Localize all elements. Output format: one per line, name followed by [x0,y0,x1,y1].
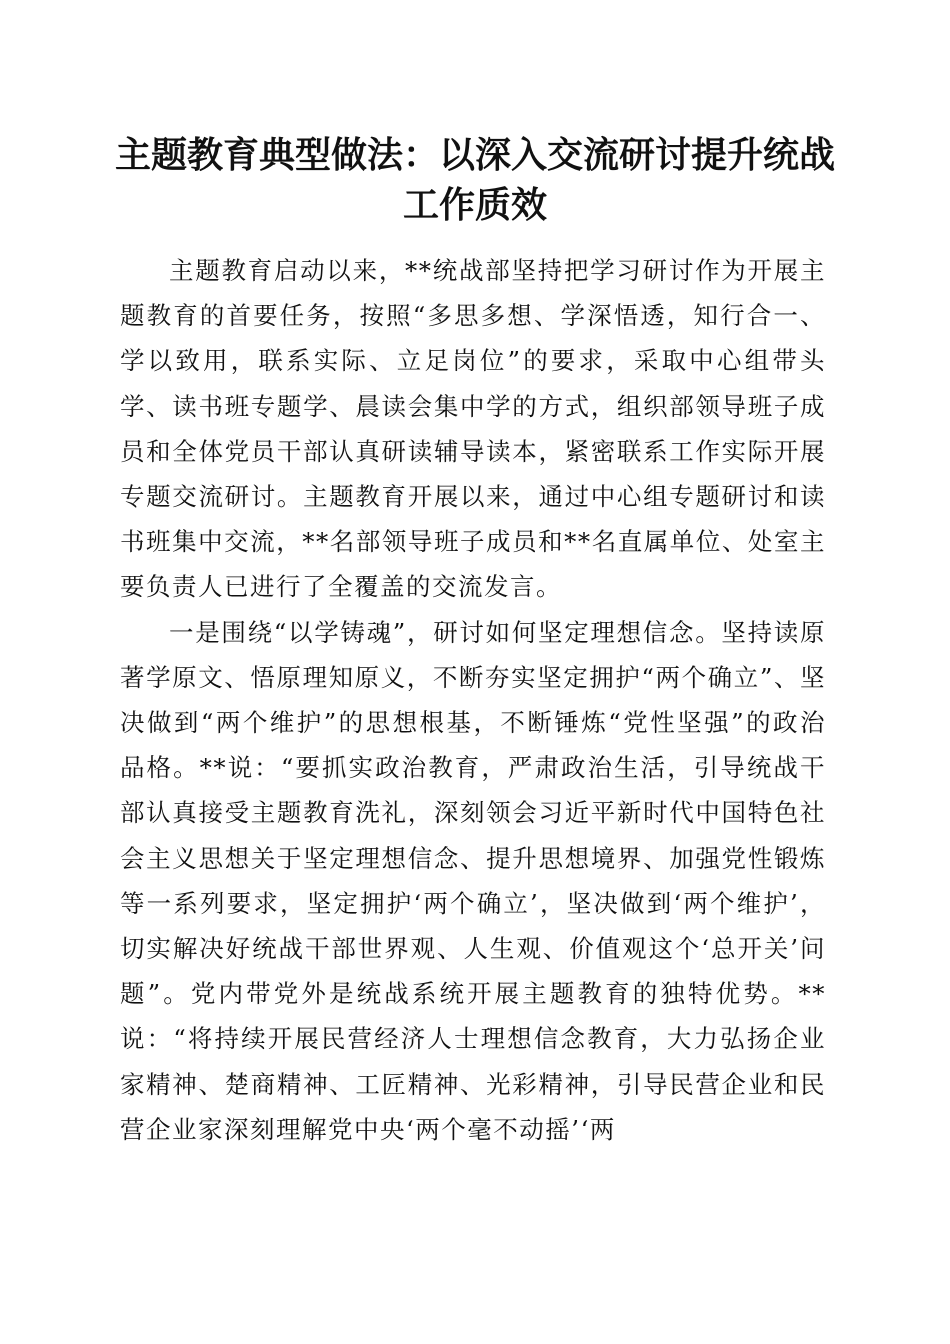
paragraph-point-one: 一是围绕“以学铸魂”，研讨如何坚定理想信念。坚持读原著学原文、悟原理知原义，不断夯实坚定拥护“两个确立”、坚决做到“两个维护”的思想根基，不断锤炼“党性坚强”的政治品格。**说：“要抓实政治教育，严肃政治生活，引导统战干部认真接受主题教育洗礼，深刻领会习近平新时代中国特色社会主义思想关于坚定理想信念、提升思想境界、加强党性锻炼等一系列要求，坚定拥护‘两个确立’，坚决做到‘两个维护’，切实解决好统战干部世界观、人生观、价值观这个‘总开关’问题”。党内带党外是统战系统开展主题教育的独特优势。**说：“将持续开展民营经济人士理想信念教育，大力弘扬企业家精神、楚商精神、工匠精神、光彩精神，引导民营企业和民营企业家深刻理解党中央‘两个毫不动摇’‘两 [120,617,826,1144]
paragraph-intro: 主题教育启动以来，**统战部坚持把学习研讨作为开展主题教育的首要任务，按照“多思多想、学深悟透，知行合一、学以致用，联系实际、立足岗位”的要求，采取中心组带头学、读书班专题学、晨读会集中学的方式，组织部领导班子成员和全体党员干部认真研读辅导读本，紧密联系工作实际开展专题交流研讨。主题教育开展以来，通过中心组专题研讨和读书班集中交流，**名部领导班子成员和**名直属单位、处室主要负责人已进行了全覆盖的交流发言。 [120,256,826,602]
document-body [120,248,826,1152]
document-title [100,130,850,230]
title-line-2: 工作质效 [402,184,547,226]
title-line-1: 主题教育典型做法：以深入交流研讨提升统战 [114,134,835,176]
